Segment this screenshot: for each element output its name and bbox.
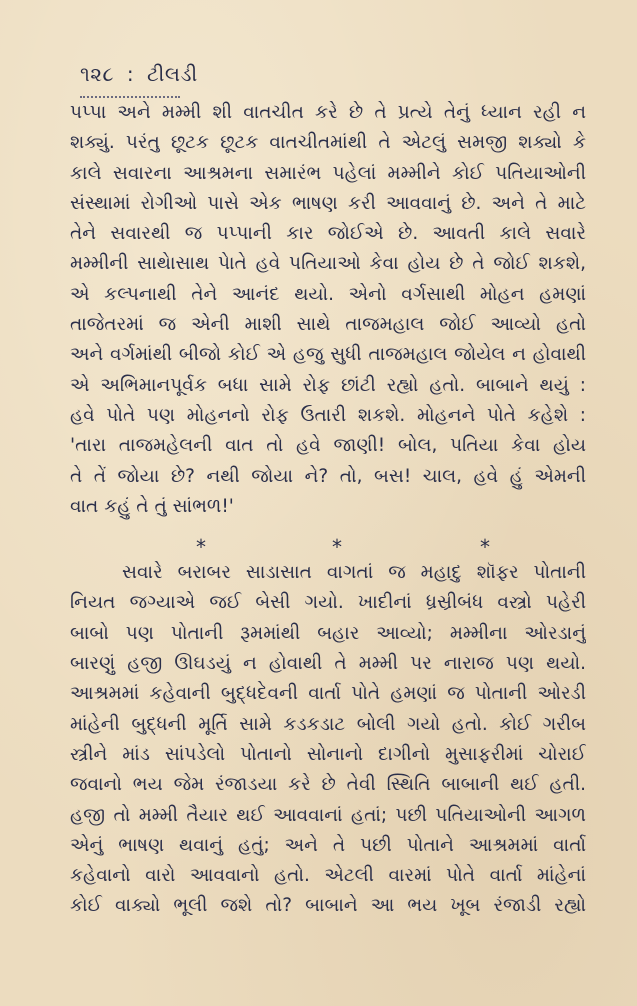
section-separator — [70, 528, 586, 560]
text-line: એ અભિમાનપૂર્વક બધા સામે રોફ છાંટી રહ્યો હતો. બાબાને થયું : — [70, 374, 586, 396]
text-line: વાત કહું તે તું સાંભળ!' — [70, 495, 234, 517]
text-line: તે તેં જોયા છે? નથી જોયા ને? તો, બસ! ચાલ, હવે હું એમની — [70, 465, 586, 487]
paragraph-1 — [70, 98, 586, 522]
text-line: તાજેતરમાં જ એની માશી સાથે તાજમહાલ જોઈ આવ્યો હતો — [70, 314, 586, 336]
page-number: ૧૨૮ — [80, 62, 115, 86]
book-title: ટીલડી — [147, 62, 198, 86]
text-line: હવે પોતે પણ મોહનનો રોફ ઉતારી શકશે. મોહનને પોતે કહેશે : — [70, 404, 586, 426]
header-separator: : — [126, 62, 135, 86]
text-line: તેને સવારથી જ પપ્પાની કાર જોઈએ છે. આવતી કાલે સવારે — [70, 223, 586, 245]
text-line: બાબો પણ પોતાની રૂમમાંથી બહાર આવ્યો; મમ્મીના ઓરડાનું — [70, 622, 586, 644]
separator-star: * — [196, 535, 206, 560]
separator-star: * — [332, 535, 342, 560]
page-body — [70, 98, 586, 922]
text-line: હજી તો મમ્મી તૈયાર થઈ આવવાનાં હતાં; પછી પતિયાઓની આગળ — [70, 804, 586, 826]
text-line: એનું ભાષણ થવાનું હતું; અને તે પછી પોતાને આશ્રમમાં વાર્તા — [70, 834, 586, 856]
text-line: મમ્મીની સાથેાસાથ પાેતે હવે પતિયાઓ કેવા હોય છે તે જોઈ શકશે, — [70, 253, 586, 275]
text-line: શક્યું. પરંતુ છૂટક છૂટક વાતચીતમાંથી તે એટલું સમજી શક્યો કે — [70, 132, 586, 154]
text-line: માંહેની બુદ્ધની મૂર્તિ સામે કડકડાટ બોલી ગયો હતો. કોઈ ગરીબ — [70, 713, 586, 735]
text-line: એ કલ્પનાથી તેને આનંદ થયો. એનો વર્ગસાથી મોહન હમણાં — [70, 283, 586, 305]
text-line: 'તારા તાજમહેલની વાત તો હવે જાણી! બોલ, પતિયા કેવા હોય — [70, 435, 586, 457]
text-line: આશ્રમમાં કહેવાની બુદ્ધદેવની વાર્તા પોતે હમણાં જ પોતાની ઓરડી — [70, 683, 586, 705]
page-header — [80, 62, 198, 86]
text-line: અને વર્ગમાંથી બીજો કોઈ એ હજુ સુધી તાજમહાલ જોયેલ ન હોવાથી — [70, 344, 586, 366]
text-line: સ્ત્રીને માંડ સાંપડેલો પોતાનો સોનાનો દાગીનો મુસાફરીમાં ચોરાઈ — [70, 743, 586, 765]
text-line: કોઈ વાક્યો ભૂલી જશે તો? બાબાને આ ભય ખૂબ રંજાડી રહ્યો — [70, 895, 586, 917]
paragraph-2 — [70, 558, 586, 922]
text-line: સંસ્થામાં રોગીઓ પાસે એક ભાષણ કરી આવવાનું છે. અને તે માટે — [70, 192, 586, 214]
separator-star: * — [480, 535, 490, 560]
text-line: જવાનો ભય જેમ રંજાડયા કરે છે તેવી સ્થિતિ બાબાની થઈ હતી. — [70, 774, 586, 796]
text-line: કહેવાનો વારો આવવાનો હતો. એટલી વારમાં પોતે વાર્તા માંહેનાં — [70, 865, 586, 887]
text-line: નિયત જગ્યાએ જઈ બેસી ગયો. ખાદીનાં ધ્રસ્રીબંધ વસ્ત્રો પહેરી — [70, 592, 586, 614]
text-line: સવારે બરાબર સાડાસાત વાગતાં જ મહાદુ શૉફર પોતાની — [122, 562, 586, 584]
text-line: પપ્પા અને મમ્મી શી વાતચીત કરે છે તે પ્રત્યે તેનું ધ્યાન રહી ન — [70, 102, 586, 123]
text-line: બારણું હજી ઊઘડયું ન હોવાથી તે મમ્મી પર નારાજ પણ થયો. — [70, 653, 586, 675]
text-line: કાલે સવારના આશ્રમના સમારંભ પહેલાં મમ્મીને કોઈ પતિયાઓની — [70, 162, 586, 184]
